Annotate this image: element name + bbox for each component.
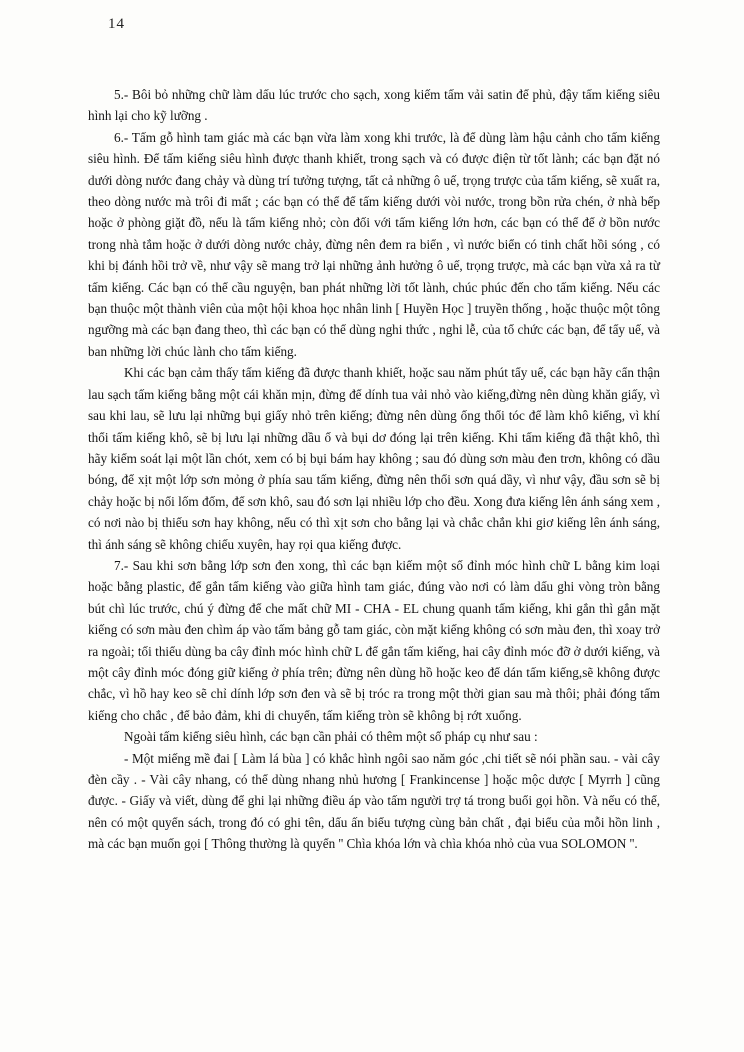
paragraph-6: 6.- Tấm gỗ hình tam giác mà các bạn vừa làm xong khi trước, là để dùng làm hậu cảnh cho tấm kiếng siêu hình. Để tấm kiếng siêu hình được thanh khiết, trong sạch và có được điện từ tốt lành; các bạn đặt nó dưới dòng nước đang chảy và dùng trí tưởng tượng, tất cả những ô uế, trọng trược của tấm kiếng, sẽ xuất ra, theo dòng nước mà trôi đi mất ; các bạn có thể để tấm kiếng dưới vòi nước, trong bồn rửa chén, ở nhà bếp hoặc ở phòng giặt đồ, nếu là tấm kiếng nhỏ; còn đối với tấm kiếng lớn hơn, các bạn có thể để ở bồn nước trong nhà tắm hoặc ở dưới dòng nước chảy, đừng nên đem ra biển , vì nước biển có tinh chất hồi sóng , có khi bị đánh hồi trở về, như vậy sẽ mang trở lại những ảnh hưởng ô uế, trọng trược, mà các bạn vừa xả ra từ tấm kiếng. Các bạn có thể cầu nguyện, ban phát những lời tốt lành, chúc phúc đến cho tấm kiếng. Nếu các bạn thuộc một thành viên của một hội khoa học nhân linh [ Huyền Học ] truyền thống , hoặc thuộc một tông ngưỡng mà các bạn đang theo, thì các bạn có thể dùng nghi thức , nghi lễ, của tổ chức các bạn, để tẩy uế, và ban những lời chúc lành cho tấm kiếng. <box>88 129 660 359</box>
paragraph-7: 7.- Sau khi sơn bằng lớp sơn đen xong, thì các bạn kiếm một số đỉnh móc hình chữ L bằng kim loại hoặc bằng plastic, để gắn tấm kiếng vào giữa hình tam giác, đúng vào nơi có làm dấu ghi vòng tròn bằng bút chì lúc trước, chú ý đừng để che mất chữ MI - CHA - EL chung quanh tấm kiếng, khi gắn thì gắn mặt kiếng có sơn màu đen chìm áp vào tấm bảng gỗ tam giác, còn mặt kiếng không có sơn màu đen, thì xoay trở ra ngoài; tối thiểu dùng ba cây đỉnh móc hình chữ L để gắn tấm kiếng, hai cây đỉnh móc đỡ ở dưới kiếng, và một cây đỉnh móc đóng giữ kiếng ở phía trên; đừng nên dùng hồ hoặc keo để dán tấm kiếng,sẽ không được chắc, vì hồ hay keo sẽ chỉ dính lớp sơn đen và sẽ bị tróc ra trong một thời gian sau mà thôi; phải đóng tấm kiếng cho chắc , để bảo đảm, khi di chuyển, tấm kiếng tròn sẽ không bị rớt xuống. <box>88 557 660 723</box>
paragraph-cleaning-instructions: Khi các bạn cảm thấy tấm kiếng đã được thanh khiết, hoặc sau năm phút tẩy uế, các bạn hãy cẩn thận lau sạch tấm kiếng bằng một cái khăn mịn, đừng để dính tua vải nhỏ vào kiếng,đừng nên dùng khăn giấy, vì sau khi lau, sẽ lưu lại những bụi giấy nhỏ trên kiếng; đừng nên dùng ống thổi tóc để làm khô kiếng, vì khí thổi tấm kiếng khô, sẽ bị lưu lại những dầu ố và bụi dơ đóng lại trên kiếng. Khi tấm kiếng đã thật khô, thì hãy kiểm soát lại một lần chót, xem có bị bụi bám hay không ; sau đó dùng sơn màu đen trơn, không có dầu bóng, để xịt một lớp sơn mỏng ở phía sau tấm kiếng, đừng nên thổi sơn quá dầy, vì như vậy, đầu sơn sẽ bị chảy hoặc bị nổi lốm đốm, để sơn khô, sau đó sơn lại nhiều lớp cho đều. Xong đưa kiếng lên ánh sáng xem , có nơi nào bị thiếu sơn hay không, nếu có thì xịt sơn cho bằng lại và chắc chắn khi giơ kiếng lên ánh sáng, thì ánh sáng sẽ không chiếu xuyên, hay rọi qua kiếng được. <box>88 365 660 552</box>
paragraph-tools-list: - Một miếng mề đai [ Làm lá bùa ] có khắc hình ngôi sao năm góc ,chi tiết sẽ nói phần sau. - vài cây đèn cầy . - Vài cây nhang, có thể dùng nhang nhủ hương [ Frankincense ] hoặc mộc dược [ Myrrh ] cũng được. - Giấy và viết, dùng để ghi lại những điều áp vào tấm người trợ tá trong buổi gọi hồn. Và nếu có thể, nên có một quyển sách, trong đó có ghi tên, dấu ấn biểu tượng cùng bản chất , đại biểu của mỗi hồn linh , mà các bạn muốn gọi [ Thông thường là quyển '' Chìa khóa lớn và chìa khóa nhỏ của vua SOLOMON ''. <box>88 750 660 852</box>
paragraph-5: 5.- Bôi bỏ những chữ làm dấu lúc trước cho sạch, xong kiếm tấm vải satin để phủ, đậy tấm kiếng siêu hình lại cho kỹ lưỡng . <box>88 87 660 124</box>
page-number: 14 <box>108 16 125 32</box>
paragraph-tools-intro: Ngoài tấm kiếng siêu hình, các bạn cần phải có thêm một số pháp cụ như sau : <box>124 729 538 745</box>
page-body-text <box>88 84 660 855</box>
